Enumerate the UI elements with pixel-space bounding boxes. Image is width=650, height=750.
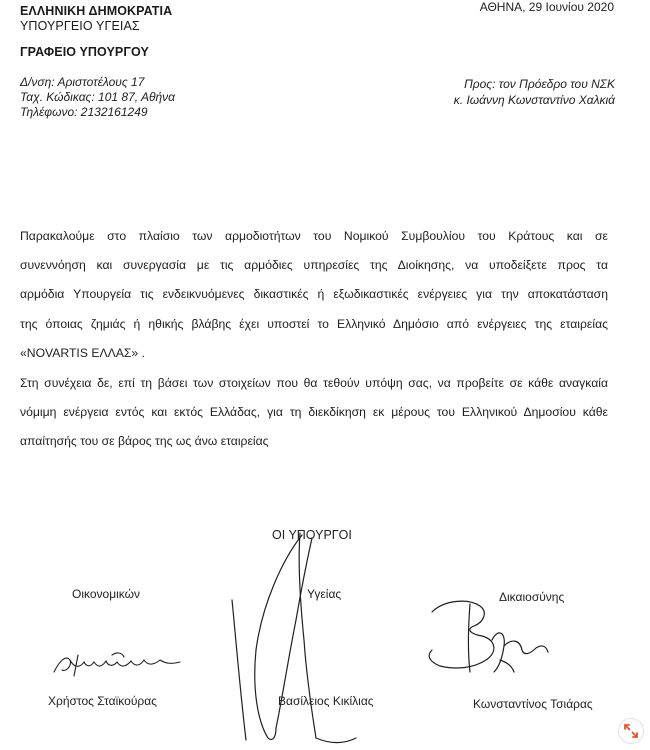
body-line: της όποιας ζημιάς ή ηθικής βλάβης έχει υποστεί το Ελληνικό Δημόσιο από ενέργειες της εταιρείας	[20, 317, 608, 331]
body-line: συνεννόηση και συνεργασία με τις αρμόδιες υπηρεσίες της Διοίκησης, να υποδείξετε προς τα	[20, 258, 608, 272]
finance-name: Χρήστος Σταϊκούρας	[48, 694, 157, 708]
body-line: απαίτησής του σε βάρος της ως άνω εταιρείας	[20, 434, 269, 448]
body-line: Στη συνέχεια δε, επί τη βάσει των στοιχείων που θα τεθούν υπόψη σας, να προβείτε σε κάθε αναγκαία	[20, 376, 608, 390]
health-name: Βασίλειος Κικίλιας	[278, 694, 374, 708]
body-line: Παρακαλούμε στο πλαίσιο των αρμοδιοτήτων του Νομικού Συμβουλίου του Κράτους και σε	[20, 229, 608, 243]
recipient-line-2: κ. Ιωάννη Κωνσταντίνο Χαλκιά	[453, 93, 615, 107]
justice-name: Κωνσταντίνος Τσιάρας	[473, 697, 593, 711]
phone-line: Τηλέφωνο: 2132161249	[20, 105, 148, 119]
header-office: ΓΡΑΦΕΙΟ ΥΠΟΥΡΓΟΥ	[20, 45, 149, 59]
expand-button[interactable]	[618, 718, 644, 744]
health-role: Υγείας	[307, 587, 342, 601]
postal-code-line: Ταχ. Κώδικας: 101 87, Αθήνα	[20, 90, 175, 104]
body-line: νόμιμη ενέργεια εντός και εκτός Ελλάδας, για τη διεκδίκηση εκ μέρους του Ελληνικού Δημοσίου κάθε	[20, 405, 608, 419]
justice-role: Δικαιοσύνης	[499, 590, 565, 604]
body-line: «NOVARTIS ΕΛΛΑΣ» .	[20, 346, 145, 360]
expand-icon	[623, 723, 639, 739]
date-line: ΑΘΗΝΑ, 29 Ιουνίου 2020	[479, 0, 614, 14]
signature-finance	[54, 653, 180, 676]
header-ministry: ΥΠΟΥΡΓΕΙΟ ΥΓΕΙΑΣ	[20, 19, 140, 33]
recipient-line-1: Προς: τον Πρόεδρο του ΝΣΚ	[464, 77, 615, 91]
finance-role: Οικονομικών	[72, 587, 141, 601]
signatures-heading: ΟΙ ΥΠΟΥΡΓΟΙ	[272, 528, 352, 542]
signature-justice	[429, 601, 548, 672]
header-republic: ΕΛΛΗΝΙΚΗ ΔΗΜΟΚΡΑΤΙΑ	[20, 4, 173, 18]
address-line: Δ/νση: Αριστοτέλους 17	[20, 75, 145, 89]
body-line: αρμόδια Υπουργεία τις ενδεικνυόμενες δικαστικές ή εξωδικαστικές ενέργειες για την αποκατάσταση	[20, 287, 608, 301]
signature-health	[232, 533, 356, 743]
